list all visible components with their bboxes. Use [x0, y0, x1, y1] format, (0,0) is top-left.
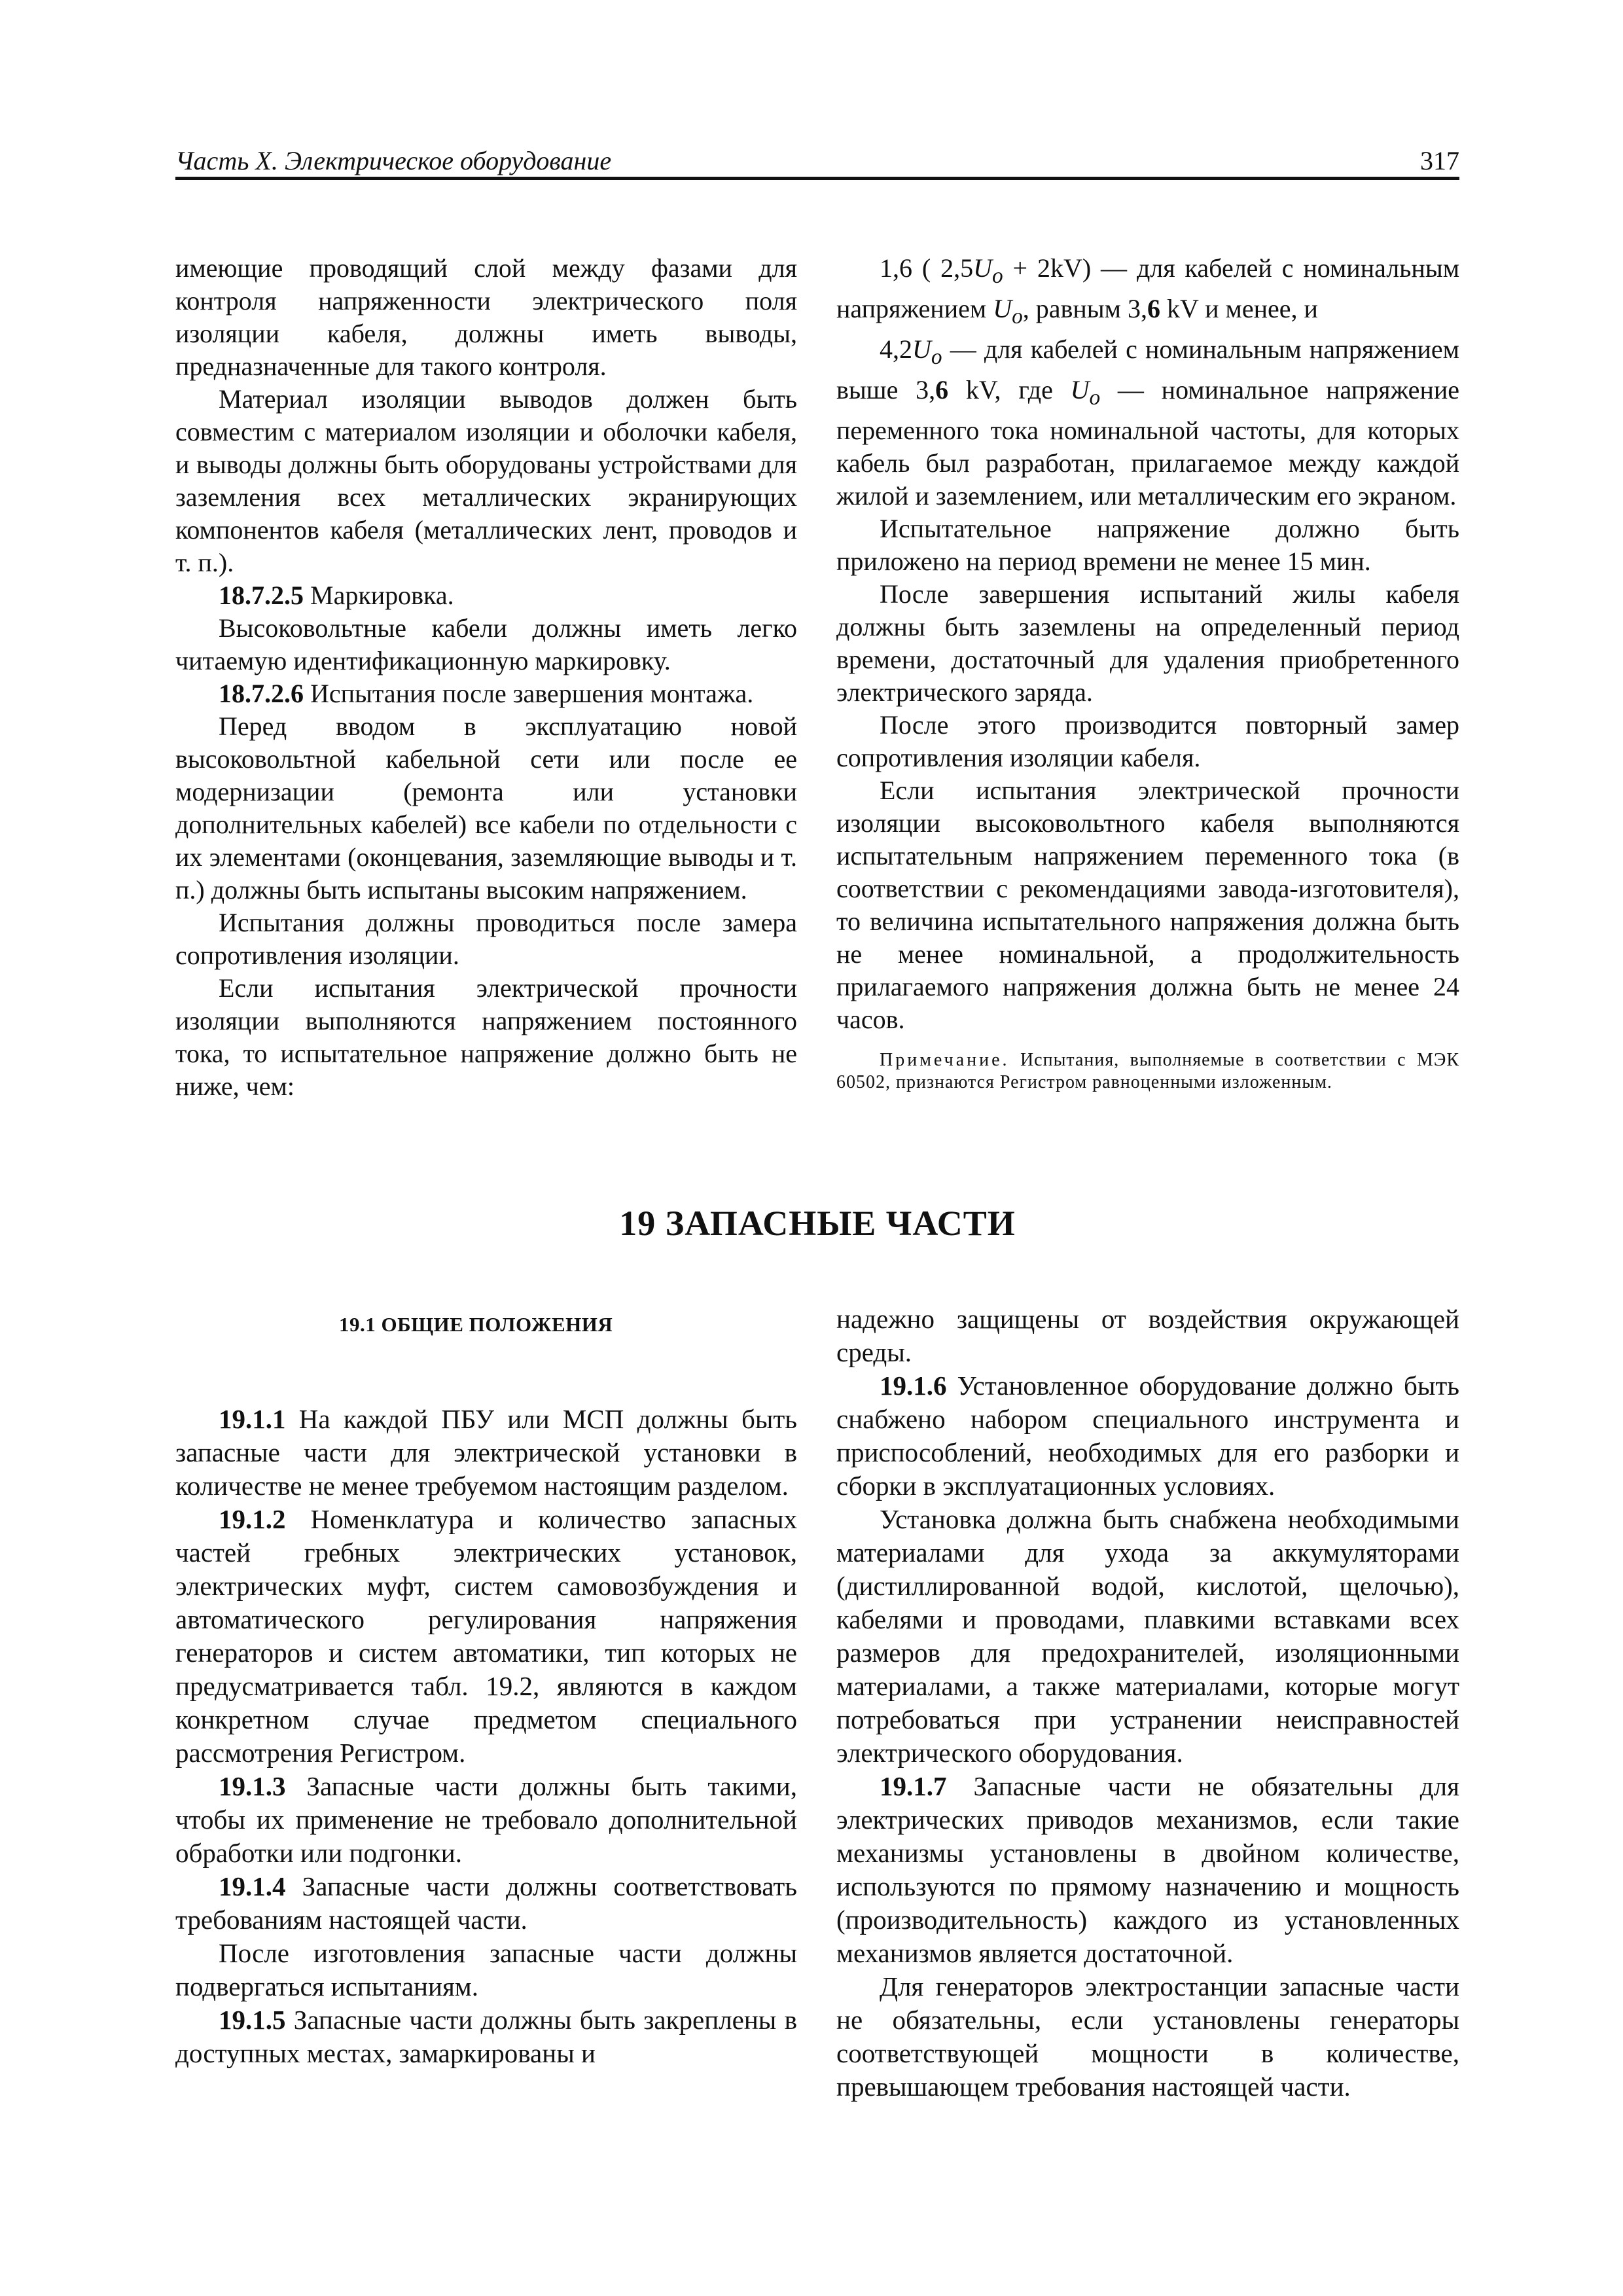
formula-sub: o [1089, 386, 1101, 410]
paragraph: Для генераторов электростанции запасные части не обязательны, если установлены генераторы соответствующей мощности в количестве, превышающем требования настоящей части. [836, 1971, 1459, 2102]
formula-var: U [912, 334, 931, 364]
paragraph: имеющие проводящий слой между фазами для контроля напряженности электрического поля изоляции кабеля, должны иметь выводы, предназначенные для такого контроля. [175, 253, 797, 381]
formula-text: 1,6 ( 2,5 [880, 253, 974, 283]
section-title: 19 ЗАПАСНЫЕ ЧАСТИ [619, 1204, 1016, 1243]
note [836, 1049, 1459, 1094]
clause-text: Испытания после завершения монтажа. [304, 679, 754, 708]
paragraph: Испытательное напряжение должно быть приложено на период времени не менее 15 мин. [836, 514, 1459, 576]
paragraph [175, 1770, 797, 1870]
formula-sub: o [931, 345, 942, 369]
formula-sub: o [1012, 304, 1023, 329]
paragraph: Если испытания электрической прочности изоляции высоковольтного кабеля выполняются испытательным напряжением переменного тока (в соответствии с рекомендациями завода-изготовителя), то величина испытательного напряжения должна быть не менее номинальной, а продолжительность прилагаемого напряжения должна быть не менее 24 часов. [836, 776, 1459, 1034]
paragraph: Если испытания электрической прочности изоляции выполняются напряжением постоянного тока, то испытательное напряжение должно быть не ниже, чем: [175, 973, 797, 1101]
clause-text: Запасные части должны быть такими, чтобы их применение не требовало дополнительной обработки или подгонки. [175, 1771, 797, 1868]
left-column-bottom [175, 1403, 797, 2070]
paragraph: После изготовления запасные части должны подвергаться испытаниям. [175, 1938, 797, 2001]
formula-bold: 6 [1147, 294, 1160, 323]
paragraph [836, 1369, 1459, 1503]
paragraph: Перед вводом в эксплуатацию новой высоковольтной кабельной сети или после ее модернизации (ремонта или установки дополнительных кабелей) все кабели по отдельности с их элементами (оконцевания, заземляющие выводы и т. п.) должны быть испытаны высоким напряжением. [175, 711, 797, 905]
left-column-top [175, 252, 797, 1103]
clause-number: 18.7.2.5 [219, 581, 304, 610]
formula-sub: o [991, 264, 1003, 288]
formula-text: kV и менее, и [1160, 294, 1318, 323]
clause-text: На каждой ПБУ или МСП должны быть запасные части для электрической установки в количестве не менее требуемом настоящим разделом. [175, 1404, 797, 1501]
paragraph: После завершения испытаний жилы кабеля должны быть заземлены на определенный период времени, достаточный для удаления приобретенного электрического заряда. [836, 579, 1459, 707]
paragraph: Высоковольтные кабели должны иметь легко читаемую идентификационную маркировку. [175, 613, 797, 675]
formula-var: U [973, 253, 992, 283]
clause-number: 19.1.5 [219, 2005, 286, 2035]
clause-number: 19.1.3 [219, 1771, 286, 1801]
clause-text: Установленное оборудование должно быть снабжено набором специального инструмента и приспособлений, необходимых для его разборки и сборки в эксплуатационных условиях. [836, 1371, 1459, 1501]
right-column-top [836, 252, 1459, 1094]
formula-text: kV, где [948, 375, 1071, 404]
formula-text: + 2kV) — для кабелей с номинальным напряжением [836, 253, 1460, 323]
clause-number: 19.1.1 [219, 1404, 286, 1434]
clause-text: Запасные части должны быть закреплены в доступных местах, замаркированы и [175, 2005, 797, 2068]
paragraph: После этого производится повторный замер сопротивления изоляции кабеля. [836, 710, 1459, 772]
clause-number: 19.1.2 [219, 1504, 286, 1534]
page-number: 317 [1420, 146, 1459, 175]
subsection-heading: 19.1 ОБЩИЕ ПОЛОЖЕНИЯ [339, 1313, 613, 1336]
clause-text: Запасные части должны соответствовать требованиям настоящей части. [175, 1871, 797, 1935]
formula-bold: 6 [935, 375, 949, 404]
formula-text: , равным 3, [1022, 294, 1147, 323]
clause-number: 18.7.2.6 [219, 679, 304, 708]
formula-text: — для кабелей с номинальным напряжением выше 3, [836, 334, 1459, 404]
formula-text: — номинальное напряжение переменного тока номинальной частоты, для которых кабель был разработан, прилагаемое между каждой жилой и заземлением, или металлическим его экраном. [836, 375, 1460, 511]
formula-paragraph [836, 333, 1459, 512]
formula-paragraph [836, 252, 1459, 333]
header-title: Часть X. Электрическое оборудование [175, 146, 612, 175]
paragraph: Материал изоляции выводов должен быть совместим с материалом изоляции и оболочки кабеля, и выводы должны быть оборудованы устройствами для заземления всех металлических экранирующих компонентов кабеля (металлических лент, проводов и т. п.). [175, 384, 797, 577]
clause-number: 19.1.7 [880, 1771, 947, 1801]
paragraph [836, 1770, 1459, 1970]
formula-text: 4,2 [880, 334, 912, 364]
running-header [175, 145, 1459, 177]
paragraph [175, 1403, 797, 1503]
paragraph: надежно защищены от воздействия окружающей среды. [836, 1304, 1459, 1367]
paragraph [175, 579, 797, 612]
paragraph [175, 1870, 797, 1937]
clause-text: Номенклатура и количество запасных частей гребных электрических установок, электрических муфт, систем самовозбуждения и автоматического регулирования напряжения генераторов и систем автоматики, тип которых не предусматривается табл. 19.2, являются в каждом конкретном случае предметом специального рассмотрения Регистром. [175, 1504, 797, 1768]
right-column-bottom [836, 1302, 1459, 2104]
note-text: Испытания, выполняемые в соответствии с МЭК 60502, признаются Регистром равноценными изложенным. [836, 1050, 1459, 1092]
paragraph [175, 677, 797, 710]
clause-number: 19.1.6 [880, 1371, 947, 1401]
paragraph: Испытания должны проводиться после замера сопротивления изоляции. [175, 908, 797, 970]
formula-var: U [993, 294, 1012, 323]
clause-text: Запасные части не обязательны для электрических приводов механизмов, если такие механизмы установлены в двойном количестве, используются по прямому назначению и мощность (производительность) каждого из установленных механизмов является достаточной. [836, 1771, 1459, 1968]
clause-text: Маркировка. [304, 581, 454, 610]
formula-var: U [1070, 375, 1090, 404]
header-rule [175, 177, 1459, 180]
paragraph [175, 1503, 797, 1770]
note-label: Примечание. [880, 1050, 1010, 1070]
clause-number: 19.1.4 [219, 1871, 286, 1901]
paragraph: Установка должна быть снабжена необходимыми материалами для ухода за аккумуляторами (дистиллированной водой, кислотой, щелочью), кабелями и проводами, плавкими вставками всех размеров для предохранителей, изоляционными материалами, а также материалами, которые могут потребоваться при устранении неисправностей электрического оборудования. [836, 1504, 1459, 1768]
paragraph [175, 2003, 797, 2070]
